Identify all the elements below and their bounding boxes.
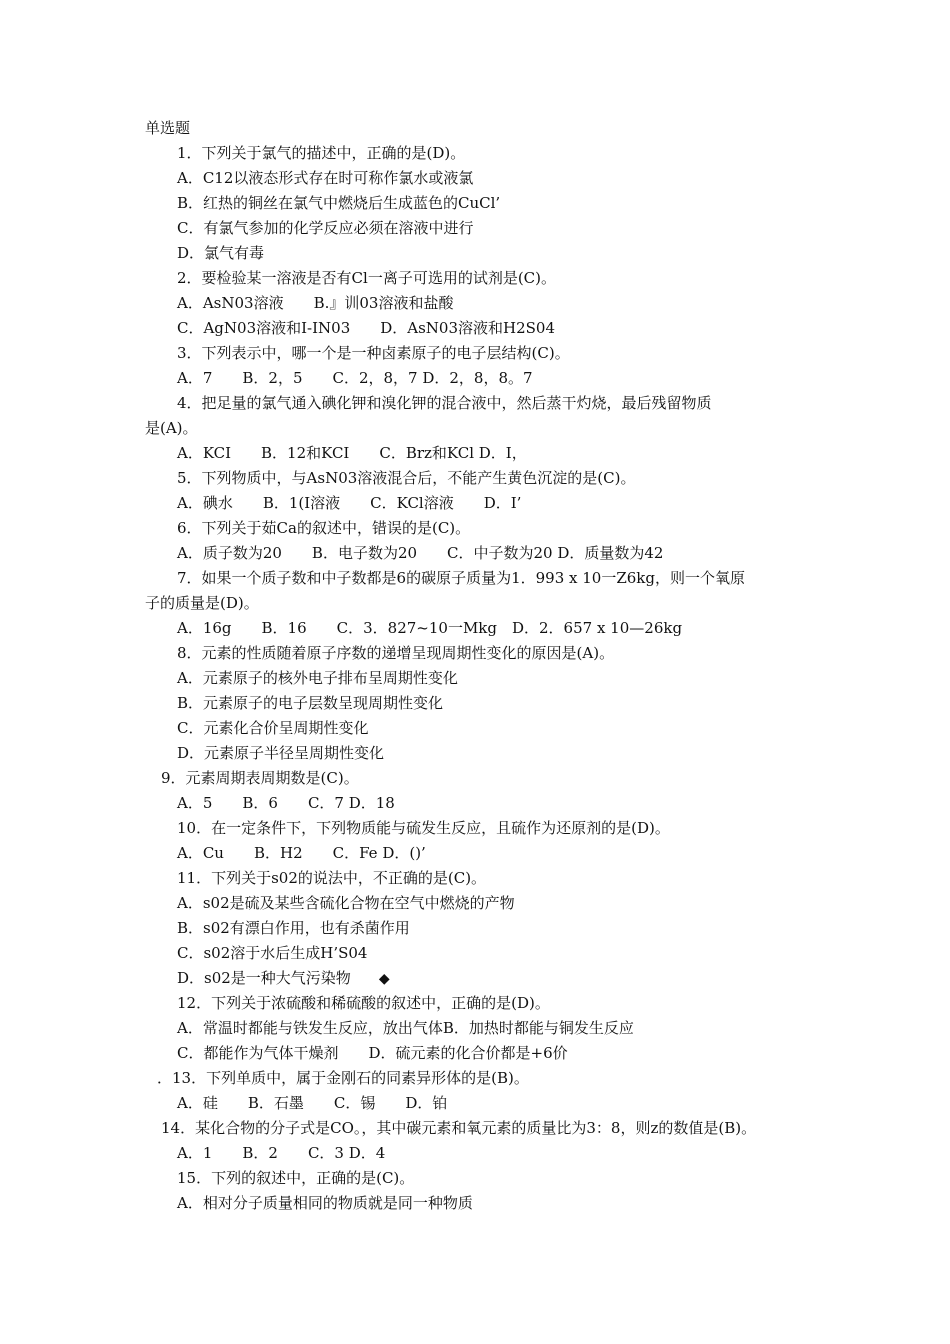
option-text: D．s02是一种大气污染物	[177, 969, 351, 987]
question-line-continued: 子的质量是(D)。	[145, 594, 259, 612]
option-line: A．元素原子的核外电子排布呈周期性变化	[177, 669, 458, 687]
question-line: 14．某化合物的分子式是CO。，其中碳元素和氧元素的质量比为3：8，则z的数值是(B)。	[161, 1119, 757, 1137]
question-line: 9．元素周期表周期数是(C)。	[161, 769, 359, 787]
option-line: A．16g B．16 C．3．827~10一Mkg D．2．657 x 10—26kg	[177, 619, 683, 637]
question-line: 11．下列关于s02的说法中，不正确的是(C)。	[177, 869, 487, 887]
question-line: 3．下列表示中，哪一个是一种卤素原子的电子层结构(C)。	[177, 344, 570, 362]
question-line: 2．要检验某一溶液是否有Cl一离子可选用的试剂是(C)。	[177, 269, 557, 287]
option-line: C．都能作为气体干燥剂 D．硫元素的化合价都是+6价	[177, 1044, 568, 1062]
option-line: C．元素化合价呈周期性变化	[177, 719, 369, 737]
option-line-with-mark	[177, 968, 390, 988]
option-line: C．s02溶于水后生成H’S04	[177, 944, 368, 962]
option-line: B．红热的铜丝在氯气中燃烧后生成蓝色的CuCl’	[177, 194, 501, 212]
option-line: A．s02是硫及某些含硫化合物在空气中燃烧的产物	[177, 894, 515, 912]
option-line: A．5 B．6 C．7 D．18	[177, 794, 395, 812]
option-line: A．1 B．2 C．3 D．4	[177, 1144, 386, 1162]
question-line: 6．下列关于茹Ca的叙述中，错误的是(C)。	[177, 519, 471, 537]
option-line: A．碘水 B．1(I溶液 C．KCl溶液 D．I’	[177, 494, 522, 512]
question-line: 1．下列关于氯气的描述中，正确的是(D)。	[177, 144, 466, 162]
question-line: 15．下列的叙述中，正确的是(C)。	[177, 1169, 415, 1187]
question-line: 12．下列关于浓硫酸和稀硫酸的叙述中，正确的是(D)。	[177, 994, 550, 1012]
question-line: 7．如果一个质子数和中子数都是6的碳原子质量为1．993 x 10一Z6kg，则一个氧原	[177, 569, 746, 587]
question-line: 5．下列物质中，与AsN03溶液混合后，不能产生黄色沉淀的是(C)。	[177, 469, 636, 487]
option-line: A．常温时都能与铁发生反应，放出气体B．加热时都能与铜发生反应	[177, 1019, 634, 1037]
question-line-continued: 是(A)。	[145, 419, 198, 437]
option-line: D．氯气有毒	[177, 244, 265, 262]
option-line: A．相对分子质量相同的物质就是同一种物质	[177, 1194, 473, 1212]
question-line: 10．在一定条件下，下列物质能与硫发生反应，且硫作为还原剂的是(D)。	[177, 819, 670, 837]
option-line: B．元素原子的电子层数呈现周期性变化	[177, 694, 444, 712]
question-line: 4．把足量的氯气通入碘化钾和溴化钾的混合液中，然后蒸干灼烧，最后残留物质	[177, 394, 712, 412]
option-line: C．有氯气参加的化学反应必须在溶液中进行	[177, 219, 474, 237]
option-line: A．硅 B．石墨 C．锡 D．铂	[177, 1094, 448, 1112]
diamond-mark-icon: ◆	[378, 971, 390, 987]
option-line: D．元素原子半径呈周期性变化	[177, 744, 385, 762]
option-line: A．7 B．2，5 C．2，8，7 D．2，8，8。7	[177, 369, 533, 387]
question-line: 8．元素的性质随着原子序数的递增呈现周期性变化的原因是(A)。	[177, 644, 615, 662]
option-line: A．C12以液态形式存在时可称作氯水或液氯	[177, 169, 474, 187]
question-line: ．13．下列单质中，属于金刚石的同素异形体的是(B)。	[157, 1069, 529, 1087]
option-line: A．质子数为20 B．电子数为20 C．中子数为20 D．质量数为42	[177, 544, 664, 562]
section-title: 单选题	[145, 119, 191, 137]
option-line: C．AgN03溶液和I-IN03 D．AsN03溶液和H2S04	[177, 319, 556, 337]
option-line: A．Cu B．H2 C．Fe D．()’	[177, 844, 426, 862]
option-line: B．s02有漂白作用，也有杀菌作用	[177, 919, 410, 937]
option-line: A．AsN03溶液 B.』训03溶液和盐酸	[177, 294, 454, 312]
option-line: A．KCI B．12和KCI C．Brz和KCl D．I，	[177, 444, 527, 462]
